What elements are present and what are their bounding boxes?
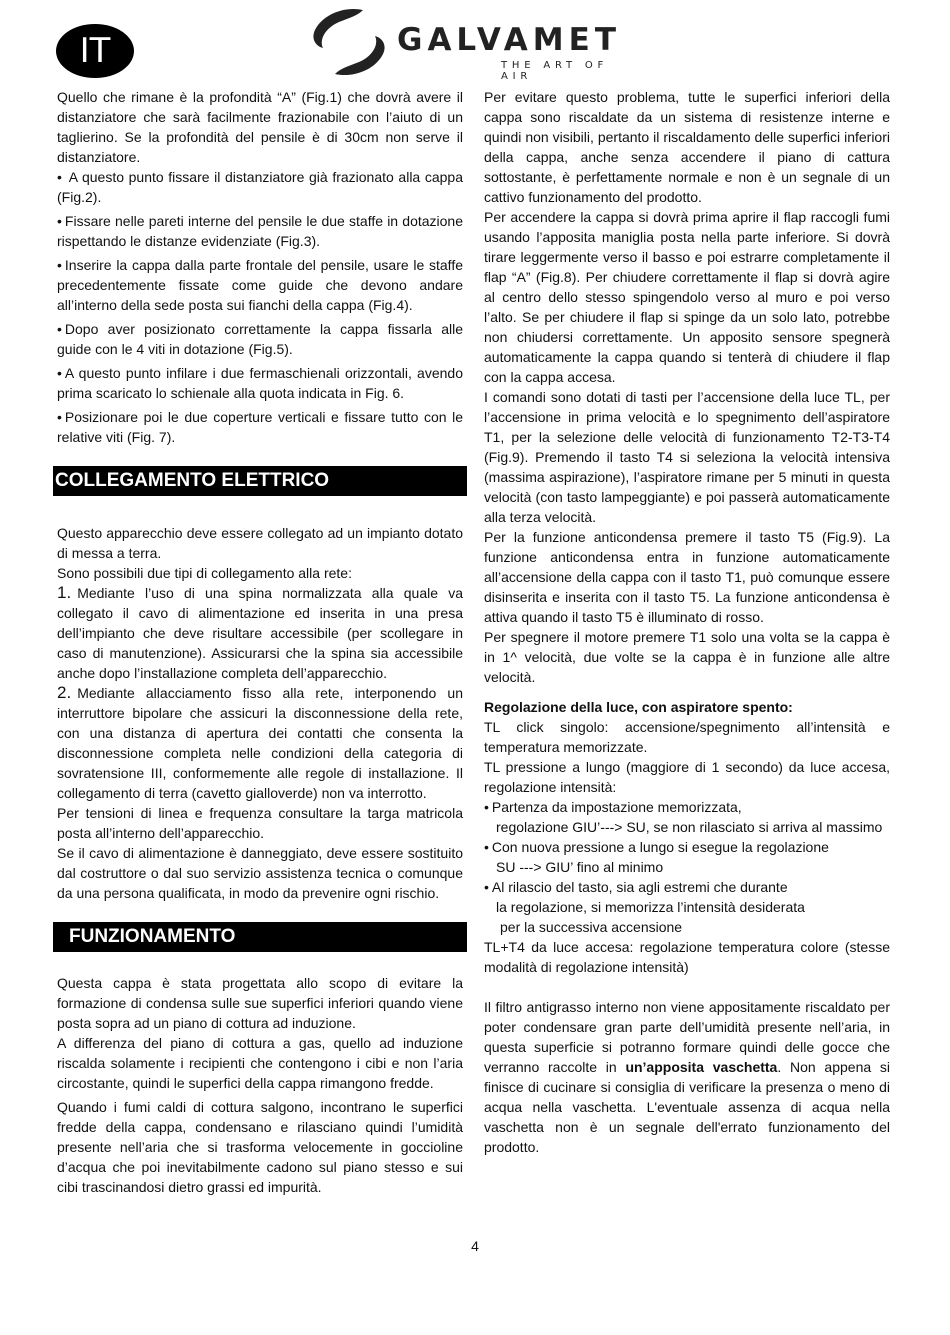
bullet-item: • Dopo aver posizionato correttamente la cappa fissarla alle guide con le 4 viti in dotazione (Fig.5). [57, 319, 463, 359]
bullet-item: • Inserire la cappa dalla parte frontale del pensile, usare le staffe precedentemente fissate come guide che devono andare all’interno della sede posta sui fianchi della cappa (Fig.4). [57, 255, 463, 315]
paragraph: Se il cavo di alimentazione è danneggiato, deve essere sostituito dal costruttore o dal suo servizio assistenza tecnica o comunque da una persona qualificata, in modo da prevenire ogni rischio. [57, 845, 463, 901]
bullet-item: • A questo punto infilare i due fermaschienali orizzontali, avendo prima scaricato lo schienale alla quota indicata in Fig. 6. [57, 363, 463, 403]
item-text: Mediante allacciamento fisso alla rete, interponendo un interruttore bipolare che assicuri la disconnessione della rete, con una distanza di apertura dei contatti che consenta la disconnessione completa nelle condizioni della categoria di sovratensione III, conformemente alle regole di installazione. Il collegamento di terra (cavetto gialloverde) non va interrotto. [57, 685, 463, 801]
paragraph: Per evitare questo problema, tutte le superfici inferiori della cappa sono riscaldate da un sistema di resistenze interne e quindi non visibili, pertanto il riscaldamento delle superfici inferiori della cappa, anche senza accendere il piano di cattura sottostante, è perfettamente normale e non è un segnale di un cattivo funzionamento del prodotto. [484, 89, 890, 205]
bullet-item: • Partenza da impostazione memorizzata, [484, 797, 890, 817]
item-number: 2. [57, 683, 72, 702]
numbered-item [57, 583, 463, 683]
paragraph: Quello che rimane è la profondità “A” (Fig.1) che dovrà avere il distanziatore che sarà facilmente frazionabile con l’aiuto di un taglierino. Se la profondità del pensile è di 30cm non serve il distanziatore. [57, 89, 463, 165]
left-column [57, 87, 463, 1197]
item-number: 1. [57, 583, 72, 602]
paragraph: Per spegnere il motore premere T1 solo una volta se la cappa è in 1^ velocità, due volte se la cappa è in funzione alle altre velocità. [484, 629, 890, 685]
brand-name: GALVAMET [397, 22, 621, 58]
emphasis-text: un’apposita vaschetta [625, 1059, 778, 1075]
paragraph: TL pressione a lungo (maggiore di 1 secondo) da luce accesa, regolazione intensità: [484, 759, 890, 795]
bullet-continuation: la regolazione, si memorizza l’intensità desiderata [496, 899, 805, 915]
text-run: . Non appena si finisce di cucinare si consiglia di verificare la presenza o meno di acqua nella vaschetta. L'eventuale assenza di acqua nella vaschetta non è un segnale dell'errato funzionamento del prodotto. [484, 1059, 890, 1155]
bullet-item: • Posizionare poi le due coperture verticali e fissare tutto con le relative viti (Fig. 7). [57, 407, 463, 447]
section-heading-electrical: COLLEGAMENTO ELETTRICO [53, 466, 467, 496]
bullet-continuation: SU ---> GIU’ fino al minimo [496, 859, 664, 875]
paragraph: Questo apparecchio deve essere collegato ad un impianto dotato di messa a terra. [57, 525, 463, 561]
bullet-item: • Fissare nelle pareti interne del pensile le due staffe in dotazione rispettando le distanze evidenziate (Fig.3). [57, 211, 463, 251]
paragraph: Quando i fumi caldi di cottura salgono, incontrano le superfici fredde della cappa, condensano e rilasciano quindi l’umidità presente nell’aria che si trasforma velocemente in goccioline d’acqua che poi inevitabilmente cadono sul piano stesso e sui cibi trascinandosi dietro grassi ed impurità. [57, 1099, 463, 1195]
bullet-continuation: regolazione GIU’---> SU, se non rilasciato si arriva al massimo [496, 819, 883, 835]
right-column [484, 87, 890, 1157]
subheading-light-regulation: Regolazione della luce, con aspiratore spento: [484, 699, 793, 715]
bullet-item: • Con nuova pressione a lungo si esegue la regolazione [484, 837, 890, 857]
paragraph: Sono possibili due tipi di collegamento alla rete: [57, 565, 352, 581]
paragraph: Per tensioni di linea e frequenza consultare la targa matricola posta all’interno dell’apparecchio. [57, 805, 463, 841]
bullet-item: • Al rilascio del tasto, sia agli estremi che durante [484, 877, 890, 897]
numbered-item [57, 683, 463, 803]
paragraph: Per accendere la cappa si dovrà prima aprire il flap raccogli fumi usando l’apposita maniglia posta nella parte inferiore. Si dovrà tirare leggermente verso il basso e poi estrarre completamente il flap “A” (Fig.8). Per chiudere correttamente il flap si dovrà agire al centro dello stesso spingendolo verso al muro e poi verso l’alto. Se per chiudere il flap si spinge da un solo lato, potrebbe non chiudersi correttamente. Un apposito sensore spegnerà automaticamente la cappa quando si tenterà di chiudere il flap con la cappa accesa. [484, 209, 890, 385]
paragraph: TL+T4 da luce accesa: regolazione temperatura colore (stesse modalità di regolazione intensità) [484, 939, 890, 975]
brand-tagline: THE ART OF AIR [501, 60, 609, 82]
text-run: Il filtro antigrasso interno non viene appositamente riscaldato per poter condensare gran parte dell’umidità presente nell’aria, in questa superficie si potranno formare quindi delle gocce che verranno raccolte in [484, 999, 890, 1075]
bullet-continuation: per la successiva accensione [500, 919, 683, 935]
item-text: Mediante l’uso di una spina normalizzata alla quale va collegato il cavo di alimentazione ed inserita in una presa dell’impianto che deve risultare accessibile (per scollegare in caso di manutenzione). Assicurarsi che la spina sia accessibile anche dopo l’installazione completa dell’apparecchio. [57, 585, 463, 681]
paragraph: A differenza del piano di cottura a gas, quello ad induzione riscalda solamente i recipienti che contengono i cibi e non l’aria circostante, quindi le superfici della cappa rimangono fredde. [57, 1035, 463, 1091]
language-badge: IT [56, 24, 134, 78]
paragraph: TL click singolo: accensione/spegnimento all’intensità e temperatura memorizzate. [484, 719, 890, 755]
paragraph [484, 997, 890, 1157]
bullet-item: • A questo punto fissare il distanziatore già frazionato alla cappa (Fig.2). [57, 167, 463, 207]
paragraph: I comandi sono dotati di tasti per l’accensione della luce TL, per l’accensione in prima velocità e lo spegnimento dell’aspiratore T1, per la selezione delle velocità di funzionamento T2-T3-T4 (Fig.9). Premendo il tasto T4 si seleziona la velocità intensiva (massima aspirazione), l’aspiratore rimane per 5 minuti in questa velocità (con tasto lampeggiante) e poi passerà automaticamente alla terza velocità. [484, 389, 890, 525]
page-number: 4 [471, 1238, 479, 1254]
brand-logo [305, 6, 645, 82]
paragraph: Questa cappa è stata progettata allo scopo di evitare la formazione di condensa sulle sue superfici inferiori quando viene posta sopra ad un piano di cottura ad induzione. [57, 975, 463, 1031]
brand-logo-icon [305, 6, 391, 78]
paragraph: Per la funzione anticondensa premere il tasto T5 (Fig.9). La funzione anticondensa entra in funzione automaticamente all’accensione della cappa con il tasto T1, può comunque essere disinserita e inserita con il tasto T5. La funzione anticondensa è attiva quando il tasto T5 è illuminato di rosso. [484, 529, 890, 625]
section-heading-operation: FUNZIONAMENTO [53, 922, 467, 952]
